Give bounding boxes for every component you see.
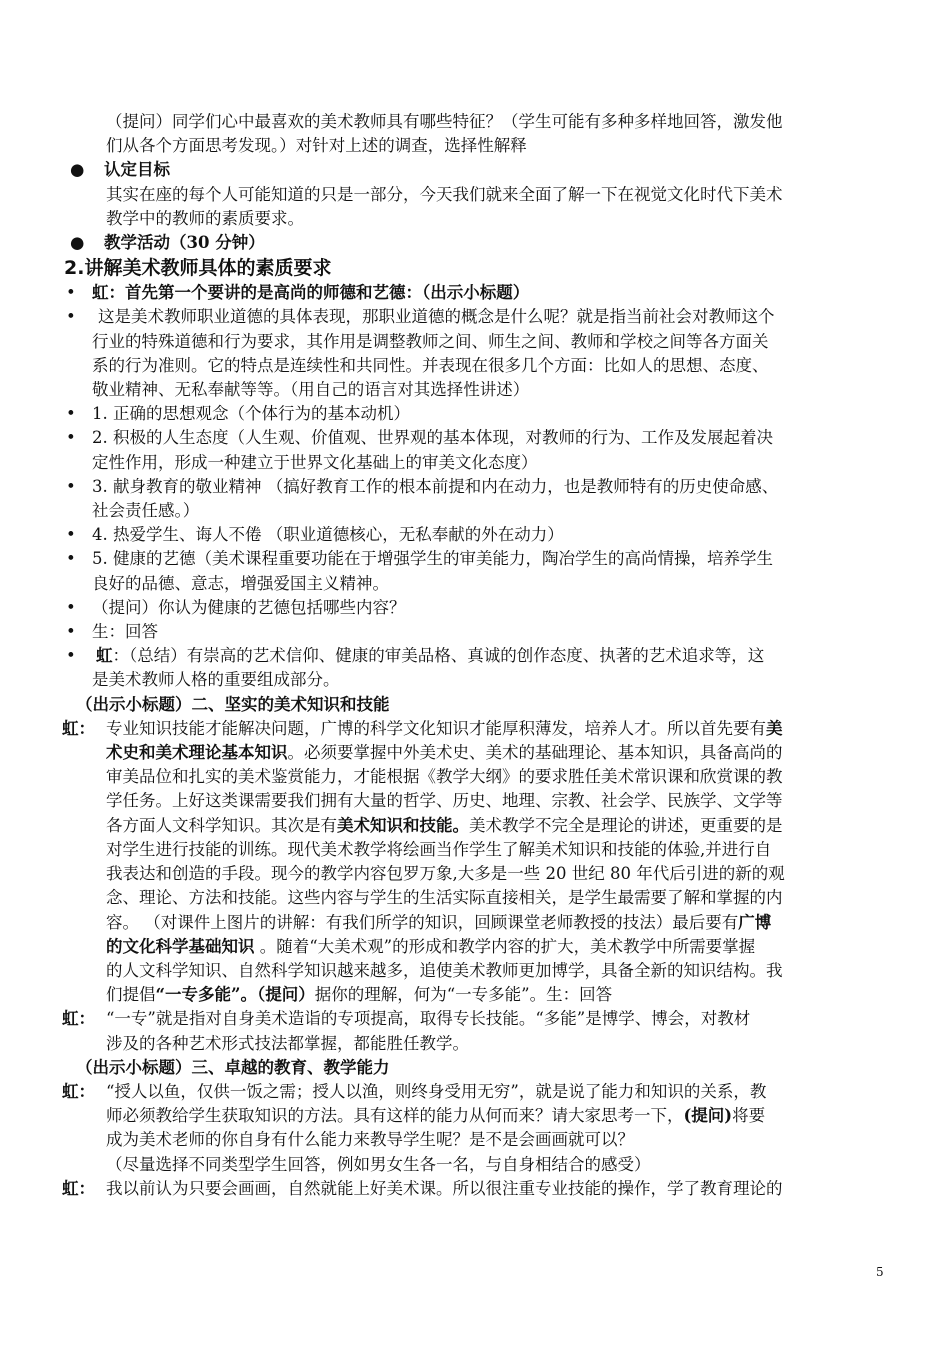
bold-run: “一专多能”。（提问） xyxy=(155,985,315,1005)
list-item xyxy=(62,596,892,620)
activity-heading xyxy=(62,231,892,255)
bold-run: 术史和美术理论基本知识 xyxy=(106,743,288,763)
text-line: “一专”就是指对自身美术造诣的专项提高，取得专长技能。“多能”是博学、博会，对教材 xyxy=(106,1009,751,1029)
item6-line: 4. 热爱学生、诲人不倦 （职业道德核心，无私奉献的外在动力） xyxy=(92,525,564,545)
text-line: 念、理论、方法和技能。这些内容与学生的生活实际直接相关，是学生最需要了解和掌握的内 xyxy=(106,888,783,908)
item3-line: 1. 正确的思想观念（个体行为的基本动机） xyxy=(92,404,410,424)
intro-line-1: （提问）同学们心中最喜欢的美术教师具有哪些特征？（学生可能有多种多样地回答，激发他 xyxy=(106,112,783,131)
text-line: 的人文科学知识、自然科学知识越来越多，追使美术教师更加博学，具备全新的知识结构。我 xyxy=(106,960,783,980)
document-body xyxy=(62,110,892,1201)
list-item xyxy=(62,426,892,474)
text-line: 我表达和创造的手段。现今的教学内容包罗万象,大多是一些 20 世纪 80 年代后引进的新的观 xyxy=(106,864,785,884)
item1-bold: 高尚的师德和艺德：（出示小标题） xyxy=(273,283,530,303)
text-line: 对学生进行技能的训练。现代美术教学将绘画当作学生了解美术知识和技能的体验,并进行自 xyxy=(106,839,772,859)
item10-line: 是美术教师人格的重要组成部分。 xyxy=(92,670,340,690)
bullet-marker: • xyxy=(66,428,76,448)
item10-line: ：（总结）有崇高的艺术信仰、健康的审美品格、真诚的创作态度、执著的艺术追求等，这 xyxy=(112,646,765,666)
text-run: 美术教学不完全是理论的讲述，更重要的是 xyxy=(469,815,783,835)
item1-prefix: 虹：首先第一个要讲的是 xyxy=(92,283,274,303)
text-run: 专业知识技能才能解决问题，广博的科学文化知识才能厚积薄发，培养人才。所以首先要有 xyxy=(106,718,766,738)
bold-run: 美术知识和技能。 xyxy=(337,815,469,835)
speaker-label: 虹： xyxy=(62,718,95,738)
item9-line: 生：回答 xyxy=(92,622,158,642)
section-2-title: 2.讲解美术教师具体的素质要求 xyxy=(64,257,332,280)
bullet-marker: • xyxy=(66,622,76,642)
goal-heading xyxy=(62,158,892,182)
text-run: 。必须要掌握中外美术史、美术的基础理论、基本知识，具备高尚的 xyxy=(287,743,783,763)
bold-run: 广博 xyxy=(738,912,772,932)
bullet-marker: • xyxy=(66,307,76,327)
list-item xyxy=(62,547,892,595)
item4-line: 定性作用，形成一种建立于世界文化基础上的审美文化态度） xyxy=(92,452,538,472)
text-line: 我以前认为只要会画画，自然就能上好美术课。所以很注重专业技能的操作，学了教育理论的 xyxy=(106,1178,783,1198)
speaker-label: 虹： xyxy=(62,1178,95,1198)
text-run: 们提倡 xyxy=(106,985,156,1005)
bold-run: 的文化科学基础知识 xyxy=(106,936,255,956)
item8-line: （提问）你认为健康的艺德包括哪些内容？ xyxy=(92,597,406,617)
bold-run: 美 xyxy=(766,718,783,738)
bullet-marker: • xyxy=(66,476,76,496)
speaker-label: 虹： xyxy=(62,1009,95,1029)
bullet-marker: • xyxy=(66,404,76,424)
text-line: 涉及的各种艺术形式技法都掌握，都能胜任教学。 xyxy=(106,1033,469,1053)
list-item xyxy=(62,475,892,523)
goal-heading-text: 认定目标 xyxy=(104,160,170,180)
bullet-marker: • xyxy=(66,646,76,666)
section-three-title: （出示小标题）三、卓越的教育、教学能力 xyxy=(76,1057,390,1077)
item2-line: 这是美术教师职业道德的具体表现，那职业道德的概念是什么呢？就是指当前社会对教师这个 xyxy=(98,307,775,327)
item4-line: 2. 积极的人生态度（人生观、价值观、世界观的基本体现，对教师的行为、工作及发展起着决 xyxy=(92,428,773,448)
section-two-paragraph-1 xyxy=(62,717,892,1007)
text-line: “授人以鱼，仅供一饭之需；授人以渔，则终身受用无穷”，就是说了能力和知识的关系，教 xyxy=(106,1081,767,1101)
goal-line-2: 教学中的教师的素质要求。 xyxy=(106,208,304,228)
section-three-paragraph-2 xyxy=(62,1177,892,1201)
bullet-marker: • xyxy=(66,549,76,569)
section-two-title: （出示小标题）二、坚实的美术知识和技能 xyxy=(76,694,390,714)
bullet-marker: • xyxy=(66,283,76,303)
bullet-marker: • xyxy=(66,597,76,617)
text-line: （尽量选择不同类型学生回答，例如男女生各一名，与自身相结合的感受） xyxy=(106,1154,651,1174)
text-line: 学任务。上好这类课需要我们拥有大量的哲学、历史、地理、宗教、社会学、民族学、文学等 xyxy=(106,791,783,811)
item5-line: 社会责任感。） xyxy=(92,501,200,521)
text-run: 容。 （对课件上图片的讲解：有我们所学的知识，回顾课堂老师教授的技法）最后要有 xyxy=(106,912,739,932)
activity-heading-text: 教学活动（30 分钟） xyxy=(104,233,265,253)
text-run: 师必须教给学生获取知识的方法。具有这样的能力从何而来？请大家思考一下， xyxy=(106,1106,684,1126)
list-item xyxy=(62,644,892,692)
text-run: 据你的理解，何为“一专多能”。生：回答 xyxy=(314,985,613,1005)
section-three-paragraph-1 xyxy=(62,1080,892,1177)
item7-line: 良好的品德、意志，增强爱国主义精神。 xyxy=(92,573,389,593)
item7-line: 5. 健康的艺德（美术课程重要功能在于增强学生的审美能力，陶冶学生的高尚情操，培养学生 xyxy=(92,549,773,569)
section-two-paragraph-2 xyxy=(62,1007,892,1055)
text-line: 审美品位和扎实的美术鉴赏能力，才能根据《教学大纲》的要求胜任美术常识课和欣赏课的教 xyxy=(106,767,783,787)
text-line: 成为美术老师的你自身有什么能力来教导学生呢？是不是会画画就可以？ xyxy=(106,1130,634,1150)
list-item xyxy=(62,281,892,305)
goal-line-1: 其实在座的每个人可能知道的只是一部分，今天我们就来全面了解一下在视觉文化时代下美术 xyxy=(106,184,783,204)
intro-line-2: 们从各个方面思考发现。）对针对上述的调查，选择性解释 xyxy=(106,136,527,156)
bullet-dot-icon: ● xyxy=(70,160,85,180)
list-item xyxy=(62,402,892,426)
item2-line: 行业的特殊道德和行为要求，其作用是调整教师之间、师生之间、教师和学校之间等各方面关 xyxy=(92,331,769,351)
bold-run: (提问) xyxy=(683,1106,733,1126)
item5-line: 3. 献身教育的敬业精神 （搞好教育工作的根本前提和内在动力，也是教师特有的历史使命感、 xyxy=(92,476,779,496)
item2-line: 敬业精神、无私奉献等等。（用自己的语言对其选择性讲述） xyxy=(92,380,530,400)
bullet-marker: • xyxy=(66,525,76,545)
text-run: 各方面人文科学知识。其次是有 xyxy=(106,815,337,835)
text-run: 。随着“大美术观”的形成和教学内容的扩大，美术教学中所需要掌握 xyxy=(254,936,756,956)
list-item xyxy=(62,523,892,547)
item10-speaker: 虹 xyxy=(96,646,113,666)
page-number: 5 xyxy=(876,1265,884,1279)
item2-line: 系的行为准则。它的特点是连续性和共同性。并表现在很多几个方面：比如人的思想、态度、 xyxy=(92,355,769,375)
list-item xyxy=(62,620,892,644)
list-item xyxy=(62,305,892,402)
bullet-dot-icon: ● xyxy=(70,233,85,253)
speaker-label: 虹： xyxy=(62,1081,95,1101)
text-run: 将要 xyxy=(732,1106,766,1126)
